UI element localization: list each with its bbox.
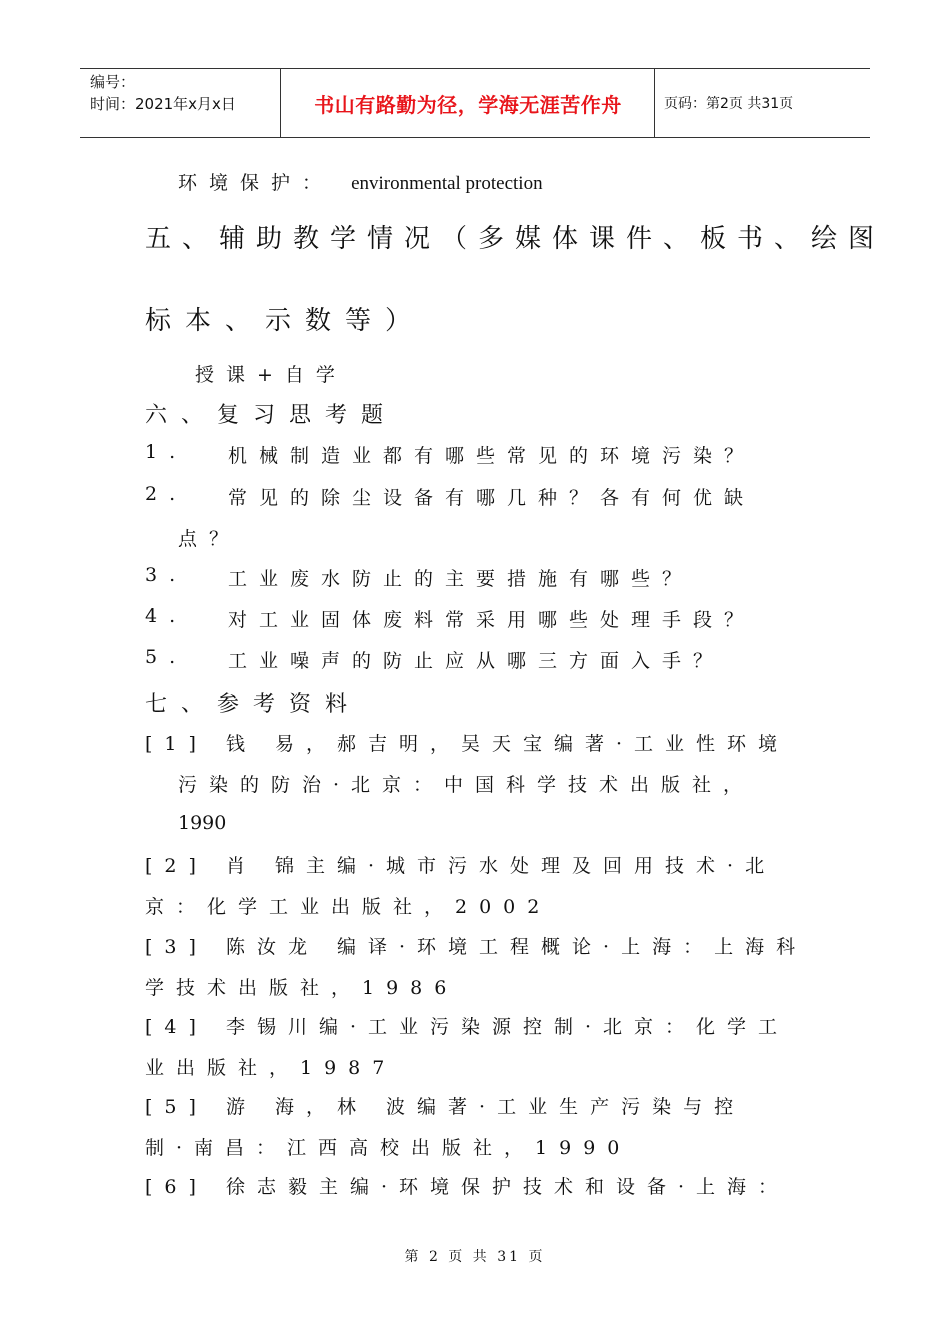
reference-4-line2: 业出版社，1987 [145,1057,397,1079]
question-number: 3. [145,564,188,586]
question-5: 工业噪声的防止应从哪三方面入手？ [228,650,725,672]
reference-3-line2: 学技术出版社，1986 [145,977,459,999]
header-motto: 书山有路勤为径，学海无涯苦作舟 [314,92,622,117]
section-7-heading: 七、参考资料 [145,692,362,717]
header-divider [654,69,655,137]
section-5-content: 授课+自学 [195,364,347,386]
question-number: 4. [145,605,188,627]
reference-1-line2: 污染的防治·北京：中国科学技术出版社， [178,774,755,796]
question-4: 对工业固体废料常采用哪些处理手段？ [228,609,756,631]
header-divider [280,69,281,137]
term-english: environmental protection [351,173,543,194]
question-number: 1. [145,441,188,463]
term-line [178,168,543,195]
date-label: 时间：2021年x月x日 [90,95,236,113]
reference-6-line1: [6] 徐志毅主编·环境保护技术和设备·上海： [145,1176,790,1198]
section-5-heading-line2: 标本、示数等） [145,306,426,336]
header-page-info: 页码：第2页 共31页 [664,96,794,112]
reference-1-line1: [1] 钱 易，郝吉明，吴天宝编著·工业性环境 [145,733,790,755]
reference-4-line1: [4] 李锡川编·工业污染源控制·北京：化学工 [145,1016,790,1038]
number-label: 编号： [90,73,136,91]
reference-2-line1: [2] 肖 锦主编·城市污水处理及回用技术·北 [145,855,777,877]
question-3: 工业废水防止的主要措施有哪些？ [228,568,694,590]
question-2-line2: 点？ [178,528,241,550]
reference-3-line1: [3] 陈汝龙 编译·环境工程概论·上海：上海科 [145,936,808,958]
question-number: 5. [145,646,188,668]
header-meta [90,71,236,115]
term-chinese: 环境保护： [178,172,334,194]
question-2-line1: 常见的除尘设备有哪几种？各有何优缺 [228,487,756,509]
section-6-heading: 六、复习思考题 [145,403,398,428]
reference-1-line3: 1990 [178,812,227,834]
section-5-heading-line1: 五、辅助教学情况（多媒体课件、板书、绘图 [145,224,886,254]
reference-5-line2: 制·南昌：江西高校出版社，1990 [145,1137,632,1159]
question-1: 机械制造业都有哪些常见的环境污染？ [228,445,756,467]
page-header [80,68,870,138]
question-number: 2. [145,483,188,505]
reference-5-line1: [5] 游 海，林 波编著·工业生产污染与控 [145,1096,746,1118]
page-footer: 第 2 页 共 31 页 [404,1249,546,1265]
reference-2-line2: 京：化学工业出版社，2002 [145,896,552,918]
